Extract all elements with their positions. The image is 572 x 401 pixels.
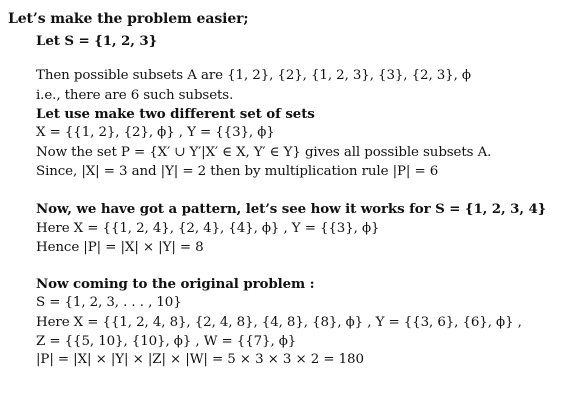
subset-count-line: i.e., there are 6 such subsets.	[36, 88, 234, 103]
final-result-line: |P| = |X| × |Y| × |Z| × |W| = 5 × 3 × 3 × 2 = 180	[36, 352, 364, 367]
pattern-x-y-line: Here X = {{1, 2, 4}, {2, 4}, {4}, ϕ} , Y = {{3}, ϕ}	[36, 221, 380, 236]
intro-heading: Let’s make the problem easier;	[8, 11, 249, 27]
pattern-result-line: Hence |P| = |X| × |Y| = 8	[36, 240, 204, 255]
multiplication-rule-line: Since, |X| = 3 and |Y| = 2 then by multiplication rule |P| = 6	[36, 164, 439, 179]
original-problem-heading: Now coming to the original problem :	[36, 276, 315, 292]
possible-subsets-line: Then possible subsets A are {1, 2}, {2}, {1, 2, 3}, {3}, {2, 3}, ϕ	[36, 68, 471, 83]
x-y-definition-line: X = {{1, 2}, {2}, ϕ} , Y = {{3}, ϕ}	[36, 125, 275, 140]
pattern-heading: Now, we have got a pattern, let’s see how it works for S = {1, 2, 3, 4}	[36, 201, 547, 217]
set-p-line: Now the set P = {X′ ∪ Y′|X′ ∈ X, Y′ ∈ Y} gives all possible subsets A.	[36, 145, 492, 160]
original-x-y-line: Here X = {{1, 2, 4, 8}, {2, 4, 8}, {4, 8}, {8}, ϕ} , Y = {{3, 6}, {6}, ϕ} ,	[36, 315, 522, 330]
original-z-w-line: Z = {{5, 10}, {10}, ϕ} , W = {{7}, ϕ}	[36, 334, 297, 349]
two-sets-heading: Let use make two different set of sets	[36, 106, 315, 122]
original-s-line: S = {1, 2, 3, . . . , 10}	[36, 295, 182, 310]
let-s-line: Let S = {1, 2, 3}	[36, 33, 158, 49]
